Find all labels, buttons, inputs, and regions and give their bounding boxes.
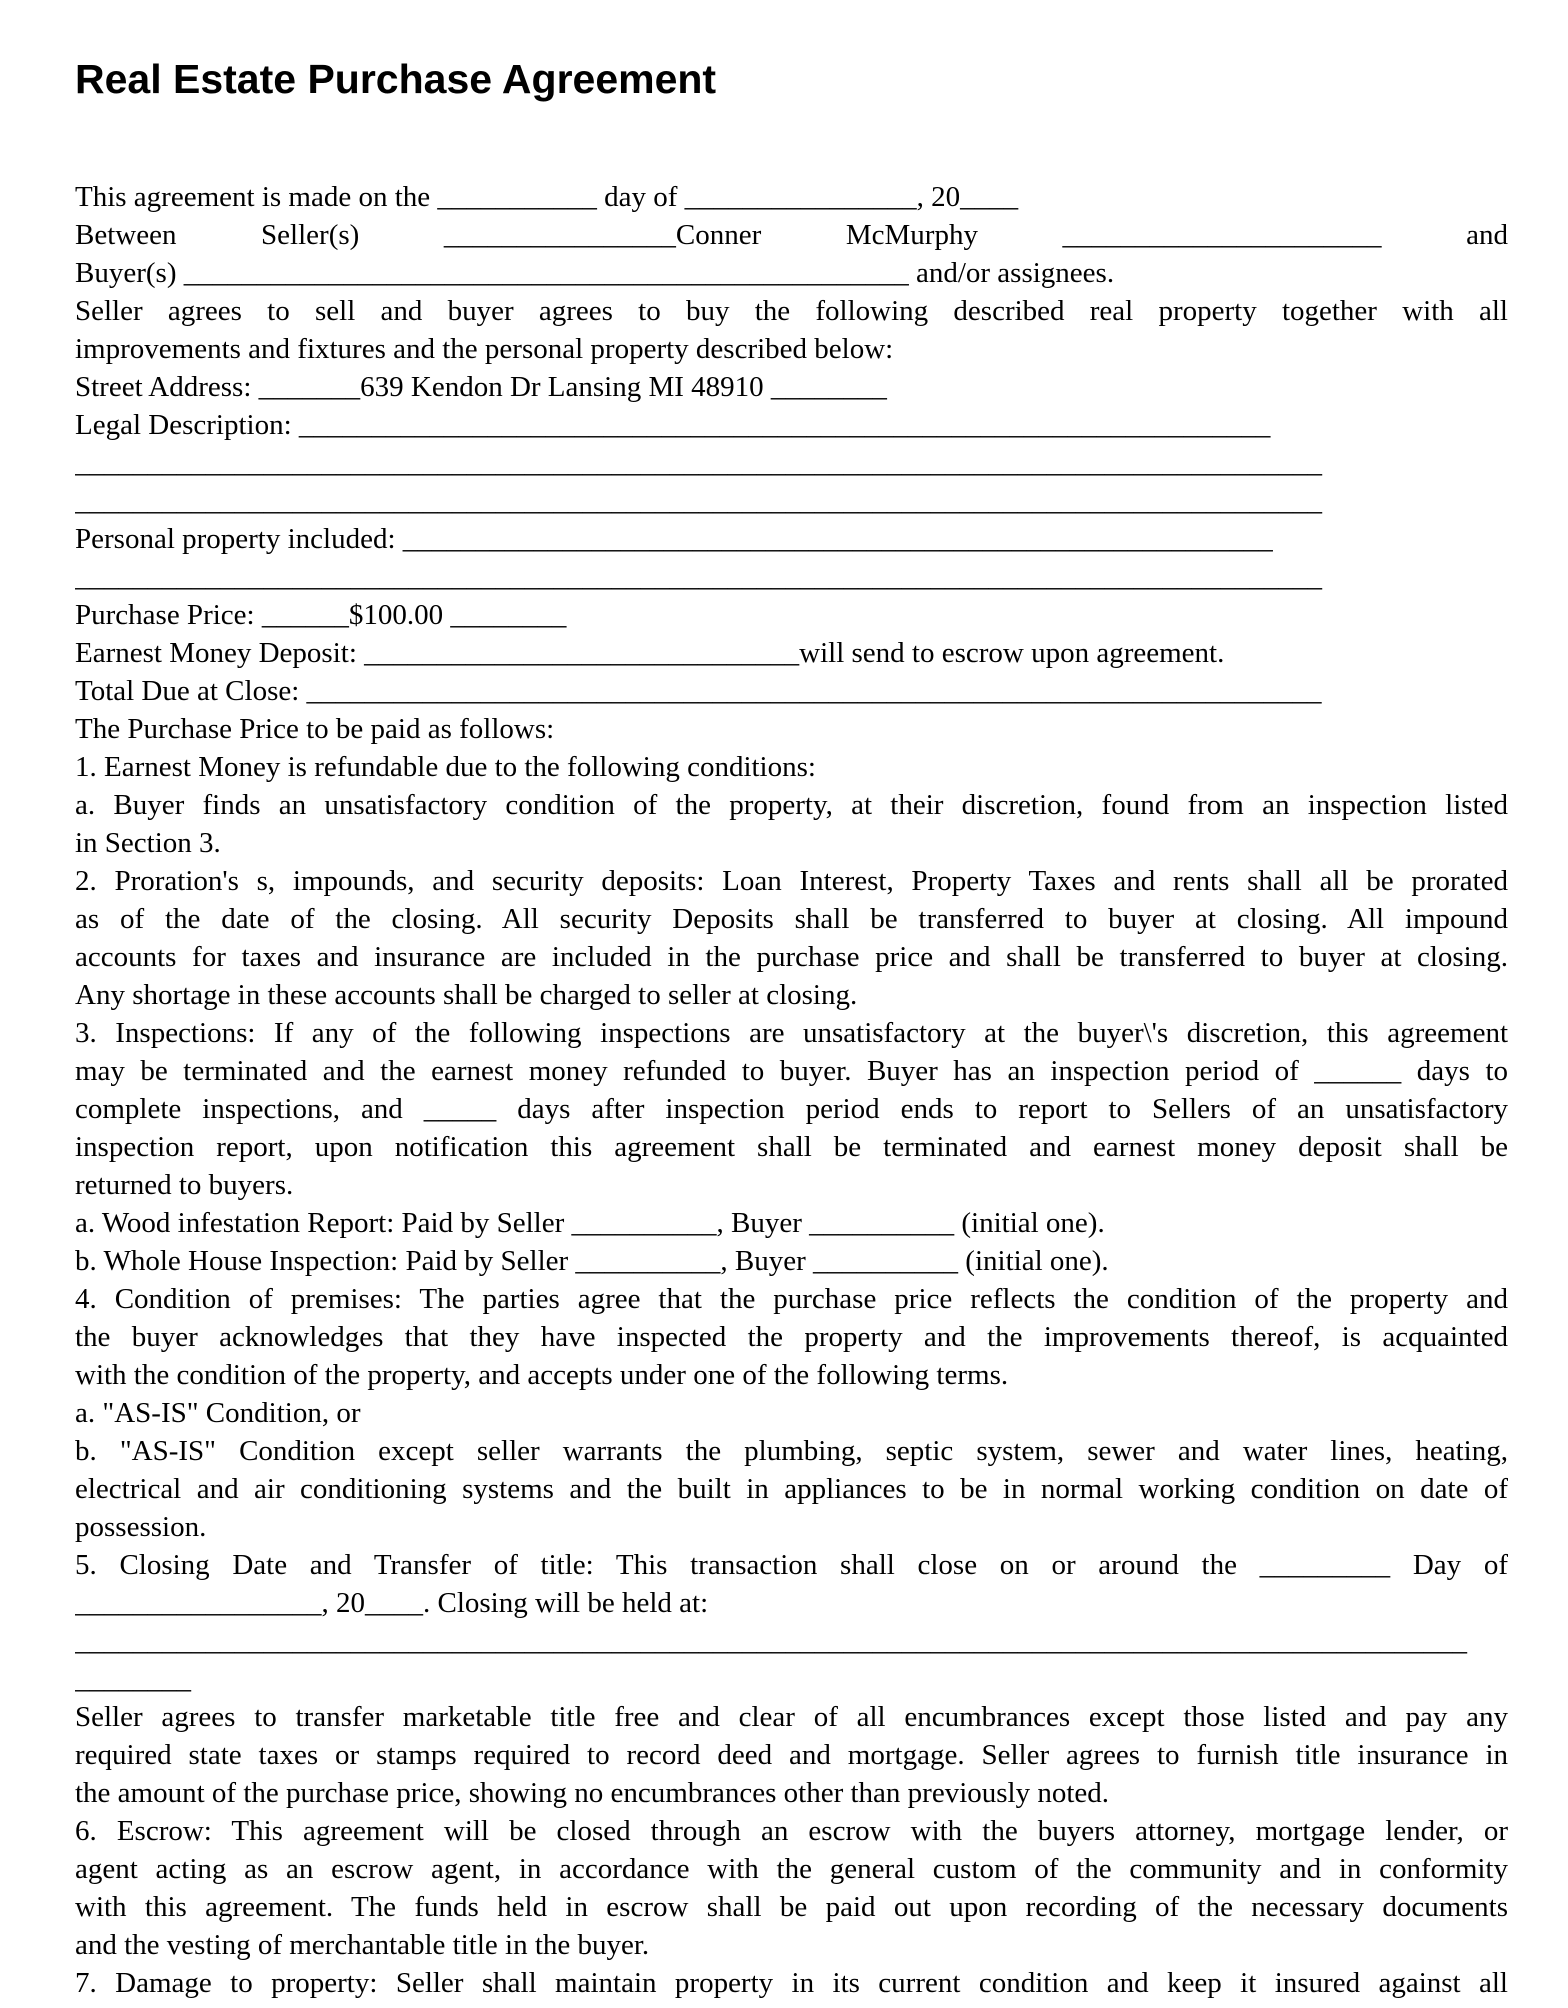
- document-line: 6. Escrow: This agreement will be closed through an escrow with the buyers attorney, mortgage lender, or: [75, 1815, 1508, 1847]
- document-line: Personal property included: ____________________________________________________________: [75, 523, 1273, 555]
- document-line: This agreement is made on the ___________ day of ________________, 20____: [75, 181, 1019, 213]
- document-line: Any shortage in these accounts shall be charged to seller at closing.: [75, 979, 858, 1011]
- document-line: b. "AS-IS" Condition except seller warrants the plumbing, septic system, sewer and water lines, heating,: [75, 1435, 1508, 1467]
- document-line: a. Buyer finds an unsatisfactory condition of the property, at their discretion, found from an inspection listed: [75, 789, 1508, 821]
- document-line: 5. Closing Date and Transfer of title: This transaction shall close on or around the _________ Day of: [75, 1549, 1508, 1581]
- document-line: required state taxes or stamps required to record deed and mortgage. Seller agrees to furnish title insurance in: [75, 1739, 1508, 1771]
- document-line: 1. Earnest Money is refundable due to the following conditions:: [75, 751, 816, 783]
- document-line: with this agreement. The funds held in escrow shall be paid out upon recording of the necessary documents: [75, 1891, 1508, 1923]
- document-line: the amount of the purchase price, showing no encumbrances other than previously noted.: [75, 1777, 1110, 1809]
- document-line: Earnest Money Deposit: ______________________________will send to escrow upon agreement.: [75, 637, 1225, 669]
- document-line: ______________________________________________________________________________________: [75, 447, 1322, 479]
- document-line: accounts for taxes and insurance are included in the purchase price and shall be transferred to buyer at closing.: [75, 941, 1508, 973]
- document-line: a. Wood infestation Report: Paid by Seller __________, Buyer __________ (initial one).: [75, 1207, 1105, 1239]
- document-line: with the condition of the property, and accepts under one of the following terms.: [75, 1359, 1009, 1391]
- document-line: returned to buyers.: [75, 1169, 294, 1201]
- document-line: The Purchase Price to be paid as follows:: [75, 713, 555, 745]
- document-line: improvements and fixtures and the personal property described below:: [75, 333, 894, 365]
- document-line: inspection report, upon notification this agreement shall be terminated and earnest money deposit shall be: [75, 1131, 1508, 1163]
- document-line: complete inspections, and _____ days after inspection period ends to report to Sellers of an unsatisfactory: [75, 1093, 1508, 1125]
- document-line: electrical and air conditioning systems and the built in appliances to be in normal working condition on date of: [75, 1473, 1508, 1505]
- document-line: a. "AS-IS" Condition, or: [75, 1397, 361, 1429]
- document-line: b. Whole House Inspection: Paid by Seller __________, Buyer __________ (initial one).: [75, 1245, 1109, 1277]
- document-title: Real Estate Purchase Agreement: [75, 56, 717, 102]
- document-line: ________________________________________________________________________________________________: [75, 1625, 1467, 1657]
- document-line: as of the date of the closing. All security Deposits shall be transferred to buyer at closing. All impound: [75, 903, 1508, 935]
- document-body: [75, 178, 1508, 2002]
- document-line: Legal Description: ___________________________________________________________________: [75, 409, 1271, 441]
- document-line: and the vesting of merchantable title in the buyer.: [75, 1929, 650, 1961]
- document-line: Seller agrees to sell and buyer agrees to buy the following described real property together with all: [75, 295, 1508, 327]
- document-line: may be terminated and the earnest money refunded to buyer. Buyer has an inspection period of ______ days to: [75, 1055, 1508, 1087]
- document-line: _________________, 20____. Closing will be held at:: [75, 1587, 709, 1619]
- document-line: agent acting as an escrow agent, in accordance with the general custom of the community and in conformity: [75, 1853, 1508, 1885]
- document-line: 7. Damage to property: Seller shall maintain property in its current condition and keep it insured against all: [75, 1967, 1508, 1999]
- document-line: Total Due at Close: ______________________________________________________________________: [75, 675, 1322, 707]
- document-line: Buyer(s) __________________________________________________ and/or assignees.: [75, 257, 1115, 289]
- document-line: in Section 3.: [75, 827, 221, 859]
- document-line: 2. Proration's s, impounds, and security deposits: Loan Interest, Property Taxes and rents shall all be prorated: [75, 865, 1508, 897]
- document-line: ______________________________________________________________________________________: [75, 561, 1322, 593]
- document-line: the buyer acknowledges that they have inspected the property and the improvements thereof, is acquainted: [75, 1321, 1508, 1353]
- document-line: 3. Inspections: If any of the following inspections are unsatisfactory at the buyer\'s discretion, this agreement: [75, 1017, 1508, 1049]
- document-line: ________: [75, 1663, 191, 1695]
- document-line: 4. Condition of premises: The parties agree that the purchase price reflects the condition of the property and: [75, 1283, 1508, 1315]
- document-line: Street Address: _______639 Kendon Dr Lansing MI 48910 ________: [75, 371, 887, 403]
- document-line: Purchase Price: ______$100.00 ________: [75, 599, 567, 631]
- document-line: Between Seller(s) ________________Conner McMurphy ______________________ and: [75, 219, 1508, 251]
- document-line: ______________________________________________________________________________________: [75, 485, 1322, 517]
- document-line: possession.: [75, 1511, 207, 1543]
- document-line: Seller agrees to transfer marketable title free and clear of all encumbrances except those listed and pay any: [75, 1701, 1508, 1733]
